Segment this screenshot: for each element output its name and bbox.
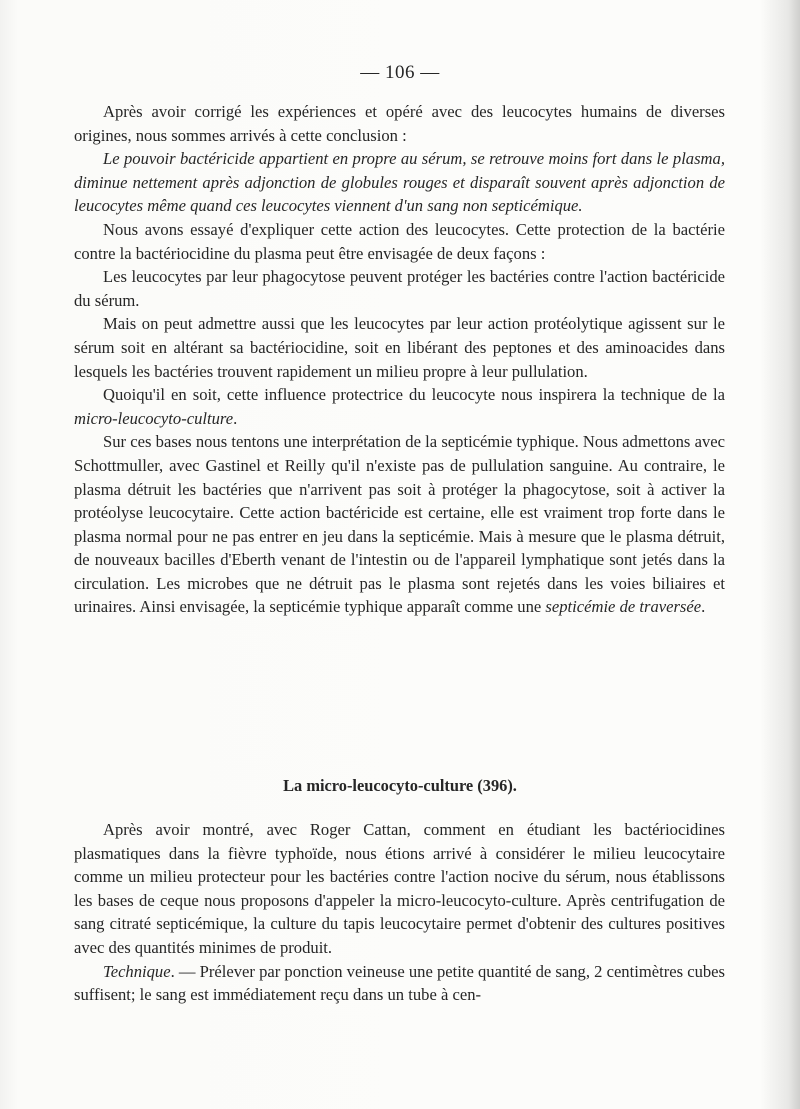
technique-label: Technique <box>103 961 171 981</box>
page-number: — 106 — <box>360 62 440 83</box>
body-text-bottom <box>74 818 725 1007</box>
paragraph-conclusion-intro: Après avoir corrigé les expériences et opéré avec des leucocytes humains de diverses origines, nous sommes arrivés à cette conclusion : <box>74 102 725 145</box>
paragraph-technique-intro: Quoiqu'il en soit, cette influence protectrice du leucocyte nous inspirera la technique de la micro-leucocyto-culture. <box>74 385 725 428</box>
paragraph-explanation: Nous avons essayé d'expliquer cette action des leucocytes. Cette protection de la bactérie contre la bactériocidine du plasma peut être envisagée de deux façons : <box>74 219 725 263</box>
section-heading: La micro-leucocyto-culture (396). <box>283 776 517 795</box>
paragraph-conclusion <box>74 147 725 218</box>
paragraph-septicemia: Sur ces bases nous tentons une interprétation de la septicémie typhique. Nous admettons avec Schottmuller, avec Gastinel et Reilly qu'il n'existe pas de pullulation sanguine. Au contraire, le plasma détruit les bactéries que n'arrivent pas soit à protéger la phagocytose, soit à activer la protéolyse leucocytaire. Cette action bactéricide est certaine, elle est vraiment trop forte dans le plasma normal pour ne pas entrer en jeu dans la septicémie. Mais à mesure que le plasma détruit, de nouveaux bacilles d'Eberth venant de l'intestin ou de l'appareil lymphatique sont jetés dans la circulation. Les microbes que ne détruit pas le plasma sont rejetés dans les voies biliaires et urinaires. Ainsi envisagée, la septicémie typhique apparaît comme une septicémie de traversée. <box>74 432 725 617</box>
paragraph-proteolysis: Mais on peut admettre aussi que les leucocytes par leur action protéolytique agissent sur le sérum soit en altérant sa bactériocidine, soit en libérant des peptones et des aminoacides dans lesquels les bactéries trouvent rapidement un milieu propre à leur pullulation. <box>74 314 725 381</box>
conclusion-italic: Le pouvoir bactéricide appartient en propre au sérum, se retrouve moins fort dans le plasma, diminue nettement après adjonction de globules rouges et disparaît souvent après adjonction de leucocytes même quand ces leucocytes viennent d'un sang non septicémique. <box>74 149 725 216</box>
paragraph-technique: Technique. — Prélever par ponction veineuse une petite quantité de sang, 2 centimètres cubes suffisent; le sang est immédiatement reçu dans un tube à cen- <box>74 961 725 1005</box>
term-septicemie-de-traversee: septicémie de traversée <box>545 597 702 617</box>
paragraph-phagocytosis: Les leucocytes par leur phagocytose peuvent protéger les bactéries contre l'action bactéricide du sérum. <box>74 267 725 310</box>
body-text-top <box>74 100 725 619</box>
term-micro-leucocyto-culture: micro-leucocyto-culture <box>74 408 234 428</box>
paragraph-micro-culture: Après avoir montré, avec Roger Cattan, comment en étudiant les bactériocidines plasmatiques dans la fièvre typhoïde, nous étions arrivé à considérer le milieu leucocytaire comme un milieu protecteur pour les bactéries contre l'action nocive du sérum, nous établissons les bases de ceque nous proposons d'appeler la micro-leucocyto-culture. Après centrifugation de sang citraté septicémique, la culture du tapis leucocytaire permet d'obtenir des cultures positives avec des quantités minimes de produit. <box>74 820 725 957</box>
